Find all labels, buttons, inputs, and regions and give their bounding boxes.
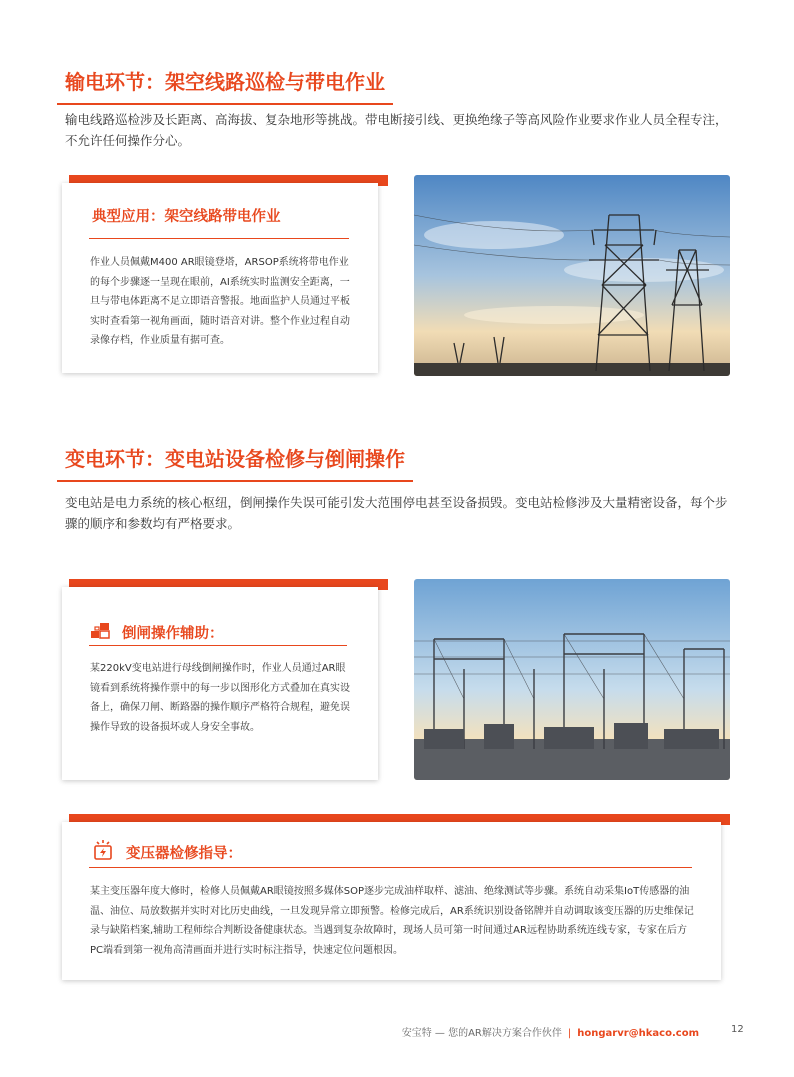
card-title: 典型应用：架空线路带电作业 [92,209,281,225]
page-number: 12 [731,1024,744,1035]
card-divider [89,645,347,646]
card-transformer-maintenance [62,822,721,980]
card-divider [89,867,692,868]
transmission-towers-photo [414,175,730,376]
card-title: 变压器检修指导： [126,846,242,862]
substation-illustration [414,579,730,780]
section-title-substation: 变电环节：变电站设备检修与倒闸操作 [57,443,413,482]
card-body: 某220kV变电站进行母线倒闸操作时，作业人员通过AR眼镜看到系统将操作票中的每一步以图形化方式叠加在真实设备上，确保刀闸、断路器的操作顺序严格符合规程，避免误操作导致的设备损坏或人身安全事故。 [90,663,350,733]
section-intro-substation: 变电站是电力系统的核心枢纽，倒闸操作失误可能引发大范围停电甚至设备损毁。变电站检修涉及大量精密设备，每个步骤的顺序和参数均有严格要求。 [65,495,728,531]
footer-email[interactable]: hongarvr@hkaco.com [577,1028,699,1039]
card-body: 某主变压器年度大修时，检修人员佩戴AR眼镜按照多媒体SOP逐步完成油样取样、滤油、绝缘测试等步骤。系统自动采集IoT传感器的油温、油位、局放数据并实时对比历史曲线，一旦发现异常立即预警。检修完成后，AR系统识别设备铭牌并自动调取该变压器的历史维保记录与缺陷档案,辅助工程师综合判断设备健康状态。当遇到复杂故障时，现场人员可第一时间通过AR远程协助系统连线专家，专家在后方PC端看到第一视角高清画面并进行实时标注指导，快速定位问题根因。 [90,886,694,956]
card-live-work [62,183,378,373]
transformer-icon [92,839,114,861]
substation-photo [414,579,730,780]
footer-separator: | [567,1028,572,1039]
section-title-transmission: 输电环节：架空线路巡检与带电作业 [57,66,393,105]
section-intro-transmission: 输电线路巡检涉及长距离、高海拔、复杂地形等挑战。带电断接引线、更换绝缘子等高风险作业要求作业人员全程专注，不允许任何操作分心。 [65,112,728,148]
card-title: 倒闸操作辅助： [122,626,224,642]
page-footer [402,1024,699,1039]
transmission-towers-illustration [414,175,730,376]
card-switching-operation [62,587,378,780]
card-divider [89,238,349,239]
switch-steps-icon [90,623,110,639]
footer-company: 安宝特 — 您的AR解决方案合作伙伴 [401,1028,562,1039]
card-body: 作业人员佩戴M400 AR眼镜登塔，ARSOP系统将带电作业的每个步骤逐一呈现在眼前，AI系统实时监测安全距离，一旦与带电体距离不足立即语音警报。地面监护人员通过平板实时查看第一视角画面，随时语音对讲。整个作业过程自动录像存档，作业质量有据可查。 [90,257,350,346]
